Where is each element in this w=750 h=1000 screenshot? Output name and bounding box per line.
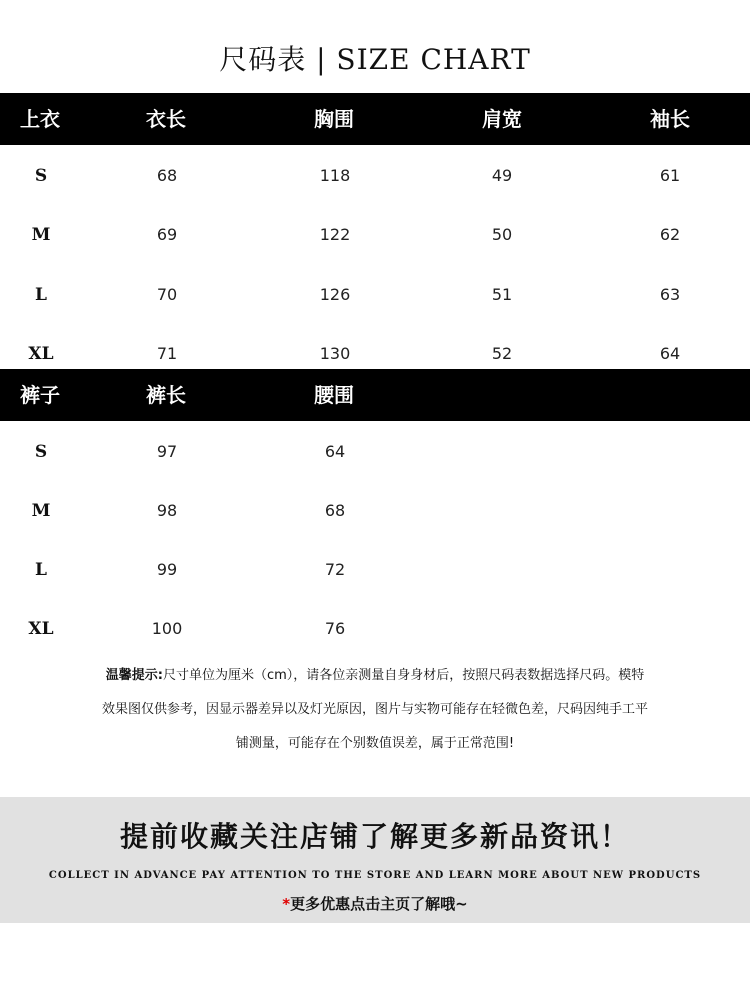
table-row	[0, 555, 750, 585]
size-label: S	[34, 442, 48, 462]
top-header-cell: 肩宽	[482, 107, 522, 131]
size-label: XL	[28, 344, 54, 364]
table-cell: 130	[319, 344, 351, 363]
size-label: L	[35, 285, 47, 305]
table-cell: 70	[156, 285, 178, 304]
top-header-cell: 上衣	[20, 107, 60, 131]
table-cell: 100	[151, 619, 183, 638]
banner-tip[interactable]	[0, 893, 750, 914]
size-label: S	[34, 166, 48, 186]
table-row	[0, 161, 750, 191]
table-cell: 72	[324, 560, 346, 579]
table-cell: 50	[491, 225, 513, 244]
table-cell: 63	[659, 285, 681, 304]
table-cell: 69	[156, 225, 178, 244]
size-label: L	[35, 560, 47, 580]
table-cell: 76	[324, 619, 346, 638]
bottom-header-cell: 裤子	[20, 383, 60, 407]
table-cell: 49	[491, 166, 513, 185]
bottom-header-cell: 腰围	[314, 383, 354, 407]
top-header-cell: 袖长	[650, 107, 690, 131]
banner-tip-text: 更多优惠点击主页了解哦~	[290, 895, 468, 913]
size-label: XL	[28, 619, 54, 639]
page-title: 尺码表 | SIZE CHART	[219, 43, 531, 76]
star-icon: *	[282, 895, 291, 913]
top-header-cell: 衣长	[146, 107, 186, 131]
table-cell: 64	[659, 344, 681, 363]
note-label: 温馨提示:	[105, 668, 163, 683]
table-cell: 61	[659, 166, 681, 185]
table-cell: 118	[319, 166, 351, 185]
note-line-2: 效果图仅供参考，因显示器差异以及灯光原因，图片与实物可能存在轻微色差，尺码因纯手工平	[101, 702, 648, 717]
table-cell: 52	[491, 344, 513, 363]
bottom-table-header	[0, 369, 750, 421]
table-cell: 68	[324, 501, 346, 520]
size-label: M	[31, 501, 51, 521]
top-header-cell: 胸围	[314, 107, 354, 131]
bottom-header-cell: 裤长	[146, 383, 186, 407]
promo-banner	[0, 797, 750, 923]
table-cell: 98	[156, 501, 178, 520]
table-cell: 51	[491, 285, 513, 304]
top-table-header	[0, 93, 750, 145]
table-row	[0, 614, 750, 644]
table-row	[0, 437, 750, 467]
table-cell: 99	[156, 560, 178, 579]
table-cell: 126	[319, 285, 351, 304]
table-cell: 64	[324, 442, 346, 461]
banner-title: 提前收藏关注店铺了解更多新品资讯！	[119, 820, 630, 853]
table-row	[0, 220, 750, 250]
table-cell: 122	[319, 225, 351, 244]
table-cell: 71	[156, 344, 178, 363]
size-label: M	[31, 225, 51, 245]
banner-subtitle: COLLECT IN ADVANCE PAY ATTENTION TO THE STORE AND LEARN MORE ABOUT NEW PRODUCTS	[48, 870, 702, 881]
table-row	[0, 280, 750, 310]
table-row	[0, 496, 750, 526]
note-text: 尺寸单位为厘米（cm），请各位亲测量自身身材后，按照尺码表数据选择尺码。模特	[162, 668, 645, 683]
table-cell: 68	[156, 166, 178, 185]
table-row	[0, 339, 750, 369]
note-line-3: 铺测量，可能存在个别数值误差，属于正常范围!	[235, 736, 515, 751]
note-line-1	[60, 659, 690, 693]
table-cell: 62	[659, 225, 681, 244]
table-cell: 97	[156, 442, 178, 461]
